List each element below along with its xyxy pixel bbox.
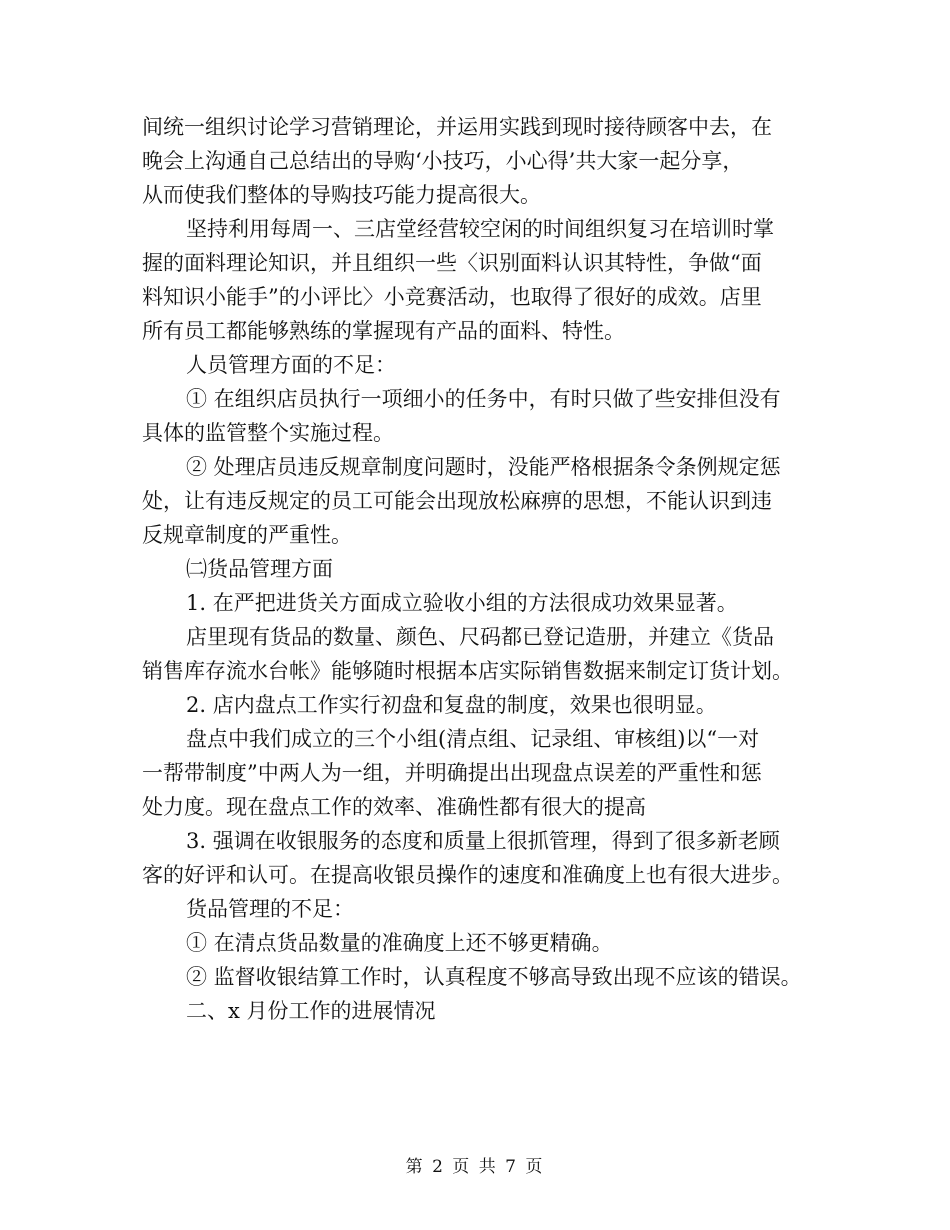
text-line: 货品管理的不足： bbox=[186, 897, 354, 921]
text-line: 二、x 月份工作的进展情况 bbox=[186, 999, 436, 1023]
text-line: 具体的监管整个实施过程。 bbox=[142, 421, 394, 445]
text-line: 1. 在严把进货关方面成立验收小组的方法很成功效果显著。 bbox=[186, 591, 738, 615]
document-body bbox=[142, 110, 822, 1028]
text-line: 处力度。现在盘点工作的效率、准确性都有很大的提高 bbox=[142, 795, 646, 819]
text-line: 晚会上沟通自己总结出的导购‘小技巧，小心得’共大家一起分享， bbox=[142, 149, 744, 173]
page-number-footer: 第 2 页 共 7 页 bbox=[405, 1157, 545, 1177]
text-line: 坚持利用每周一、三店堂经营较空闲的时间组织复习在培训时掌 bbox=[186, 217, 774, 241]
text-line: 处，让有违反规定的员工可能会出现放松麻痹的思想，不能认识到违 bbox=[142, 489, 772, 513]
text-line: 3. 强调在收银服务的态度和质量上很抓管理，得到了很多新老顾 bbox=[186, 829, 780, 853]
text-line: 店里现有货品的数量、颜色、尺码都已登记造册，并建立《货品 bbox=[186, 625, 774, 649]
text-line: 从而使我们整体的导购技巧能力提高很大。 bbox=[142, 183, 541, 207]
text-line: 人员管理方面的不足： bbox=[186, 353, 396, 377]
text-line: 2. 店内盘点工作实行初盘和复盘的制度，效果也很明显。 bbox=[186, 693, 717, 717]
text-line: 间统一组织讨论学习营销理论，并运用实践到现时接待顾客中去，在 bbox=[142, 115, 772, 139]
text-line: 料知识小能手”的小评比〉小竞赛活动，也取得了很好的成效。店里 bbox=[142, 285, 762, 309]
text-line: 反规章制度的严重性。 bbox=[142, 523, 352, 547]
text-line: ② 处理店员违反规章制度问题时，没能严格根据条令条例规定惩 bbox=[186, 455, 781, 479]
text-line: 客的好评和认可。在提高收银员操作的速度和准确度上也有很大进步。 bbox=[142, 863, 793, 887]
text-line: 握的面料理论知识，并且组织一些〈识别面料认识其特性，争做“面 bbox=[142, 251, 762, 275]
text-line: ① 在组织店员执行一项细小的任务中，有时只做了些安排但没有 bbox=[186, 387, 781, 411]
text-line: ㈡货品管理方面 bbox=[186, 557, 333, 581]
text-line: 销售库存流水台帐》能够随时根据本店实际销售数据来制定订货计划。 bbox=[142, 659, 793, 683]
text-line: 所有员工都能够熟练的掌握现有产品的面料、特性。 bbox=[142, 319, 625, 343]
text-line: 一帮带制度”中两人为一组，并明确提出出现盘点误差的严重性和惩 bbox=[142, 761, 762, 785]
text-line: ① 在清点货品数量的准确度上还不够更精确。 bbox=[186, 931, 613, 955]
text-line: ② 监督收银结算工作时，认真程度不够高导致出现不应该的错误。 bbox=[186, 965, 802, 989]
text-line: 盘点中我们成立的三个小组(清点组、记录组、审核组)以“一对 bbox=[186, 727, 760, 751]
